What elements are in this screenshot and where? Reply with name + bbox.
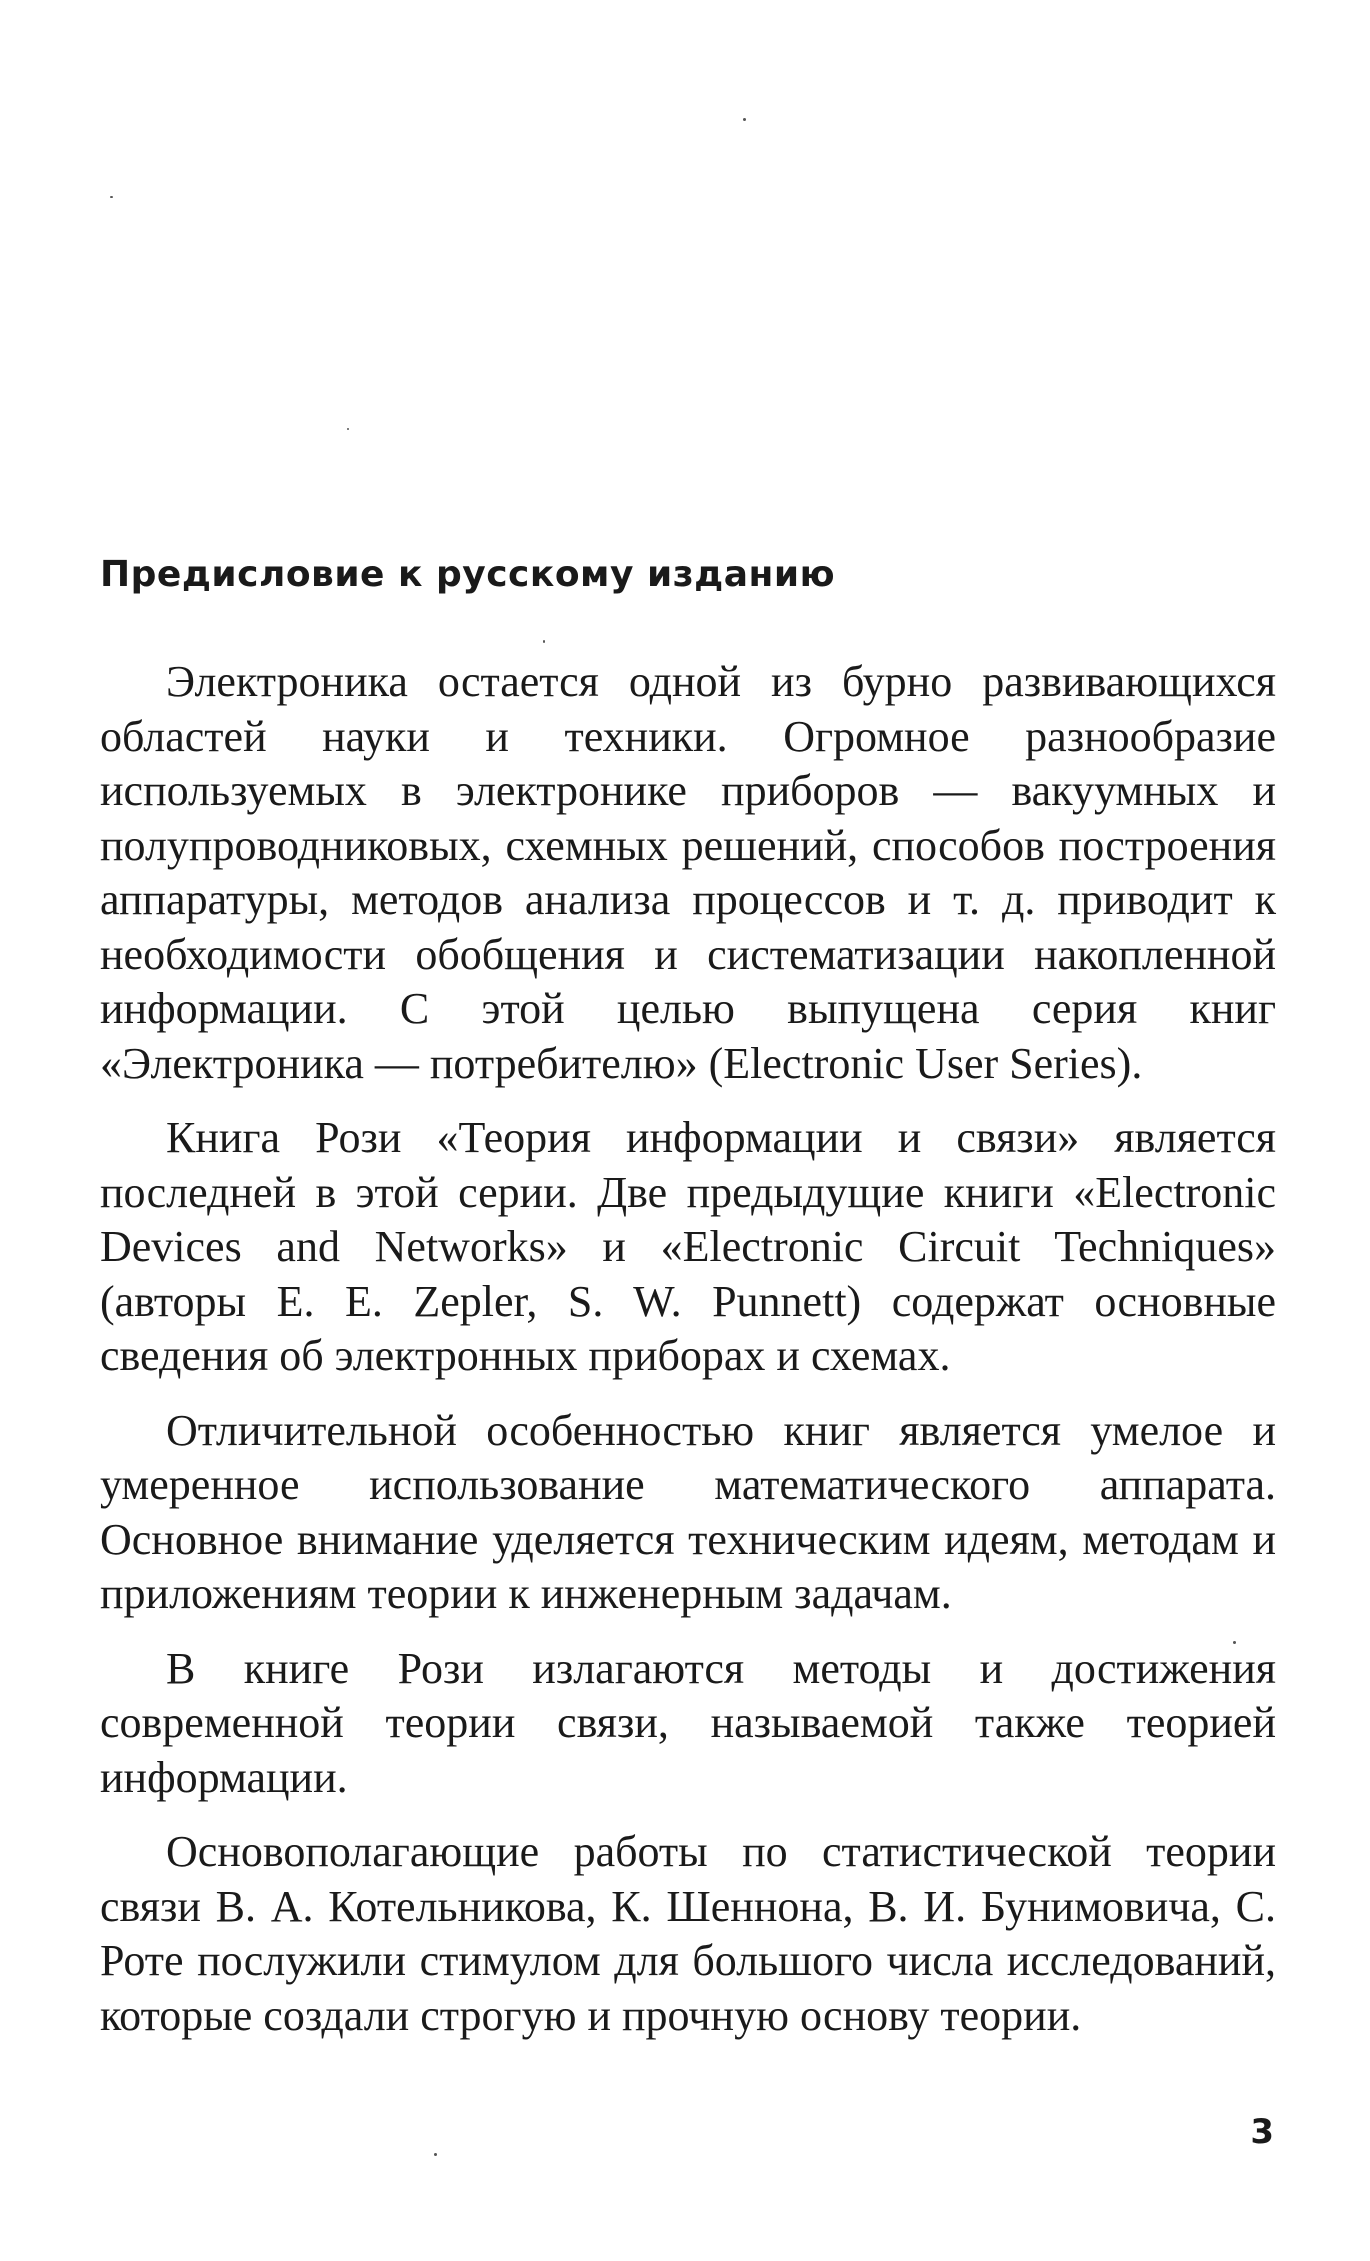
scan-speck (347, 428, 349, 430)
paragraph-1: Электроника остается одной из бурно развивающихся областей науки и техники. Огромное разнообразие используемых в электронике приборов — вакуумных и полупроводниковых, схемных решений, способов построения аппаратуры, методов анализа процессов и т. д. приводит к необходимости обобщения и систематизации накопленной информации. С этой целью выпущена серия книг «Электроника — потребителю» (Electronic User Series). (100, 657, 1276, 1088)
scan-speck (543, 640, 545, 643)
paragraph-2: Книга Рози «Теория информации и связи» является последней в этой серии. Две предыдущие книги «Electronic Devices and Networks» и «Electronic Circuit Techniques» (авторы E. E. Zepler, S. W. Punnett) содержат основные сведения об электронных приборах и схемах. (100, 1113, 1276, 1380)
preface-heading: Предисловие к русскому изданию (100, 554, 836, 595)
page-number: 3 (1250, 2112, 1274, 2152)
scan-speck (110, 196, 113, 198)
preface-body (100, 655, 1276, 2063)
scan-speck (434, 2153, 437, 2156)
paragraph-3: Отличительной особенностью книг является умелое и умеренное использование математического аппарата. Основное внимание уделяется техническим идеям, методам и приложениям теории к инженерным задачам. (100, 1405, 1276, 1618)
paragraph-5: Основополагающие работы по статистической теории связи В. А. Котельникова, К. Шеннона, В. И. Бунимовича, С. Роте послужили стимулом для большого числа исследований, которые создали строгую и прочную основу теории. (100, 1827, 1276, 2040)
paragraph-4: В книге Рози излагаются методы и достижения современной теории связи, называемой также теорией информации. (100, 1643, 1276, 1802)
scan-speck (743, 118, 746, 121)
